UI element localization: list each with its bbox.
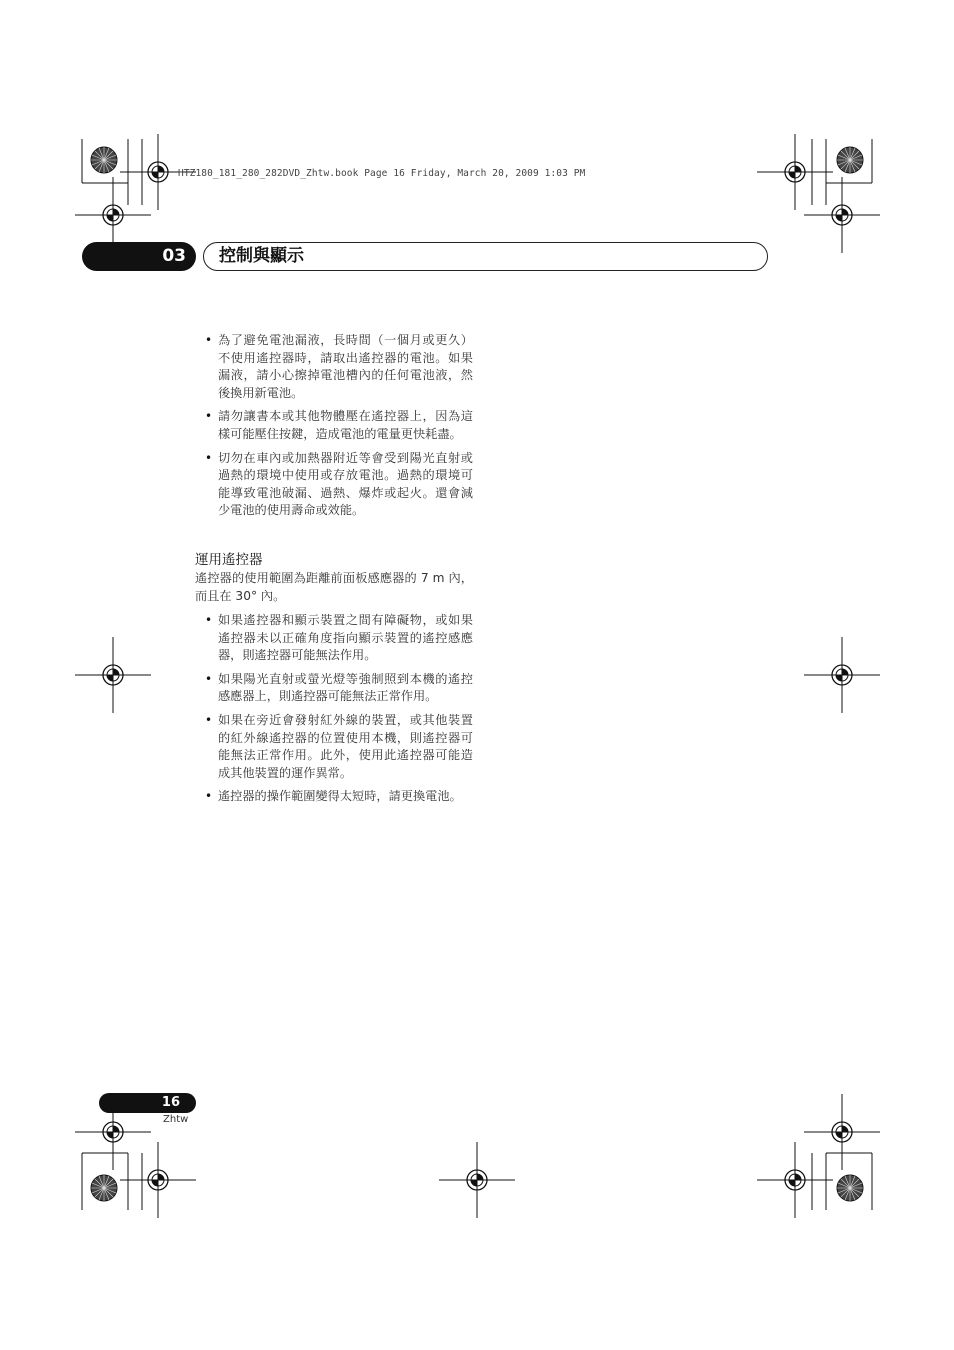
chapter-number-badge: 03 [82, 242, 196, 271]
section-body: 遙控器的使用範圍為距離前面板感應器的 7 m 內，而且在 30° 內。 [195, 571, 473, 603]
list-item: • 如果遙控器和顯示裝置之間有障礙物，或如果遙控器未以正確角度指向顯示裝置的遙控感應器，則遙控器可能無法作用。 [205, 612, 473, 665]
list-item: • 遙控器的操作範圍變得太短時，請更換電池。 [205, 788, 473, 806]
language-code: Zhtw [163, 1114, 189, 1125]
list-item: • 請勿讓書本或其他物體壓在遙控器上，因為這樣可能壓住按鍵，造成電池的電量更快耗盡。 [205, 408, 473, 443]
remote-notes-list [205, 612, 473, 812]
page-number-badge: 16 [99, 1093, 196, 1113]
list-item: • 為了避免電池漏液，長時間（一個月或更久）不使用遙控器時，請取出遙控器的電池。如果漏液，請小心擦掉電池槽內的任何電池液，然後換用新電池。 [205, 332, 473, 402]
section-heading: 運用遙控器 [195, 552, 263, 568]
list-item: • 如果在旁近會發射紅外線的裝置，或其他裝置的紅外線遙控器的位置使用本機，則遙控器可能無法正常作用。此外，使用此遙控器可能造成其他裝置的運作異常。 [205, 712, 473, 782]
file-header: HTZ180_181_280_282DVD_Zhtw.book Page 16 Friday, March 20, 2009 1:03 PM [178, 168, 586, 179]
list-item: • 切勿在車內或加熱器附近等會受到陽光直射或過熱的環境中使用或存放電池。過熱的環境可能導致電池破漏、過熱、爆炸或起火。還會減少電池的使用壽命或效能。 [205, 450, 473, 520]
chapter-title-box [203, 242, 768, 271]
list-item: • 如果陽光直射或螢光燈等強制照到本機的遙控感應器上，則遙控器可能無法正常作用。 [205, 671, 473, 706]
battery-notes-list [205, 332, 473, 526]
chapter-title: 控制與顯示 [219, 246, 304, 266]
